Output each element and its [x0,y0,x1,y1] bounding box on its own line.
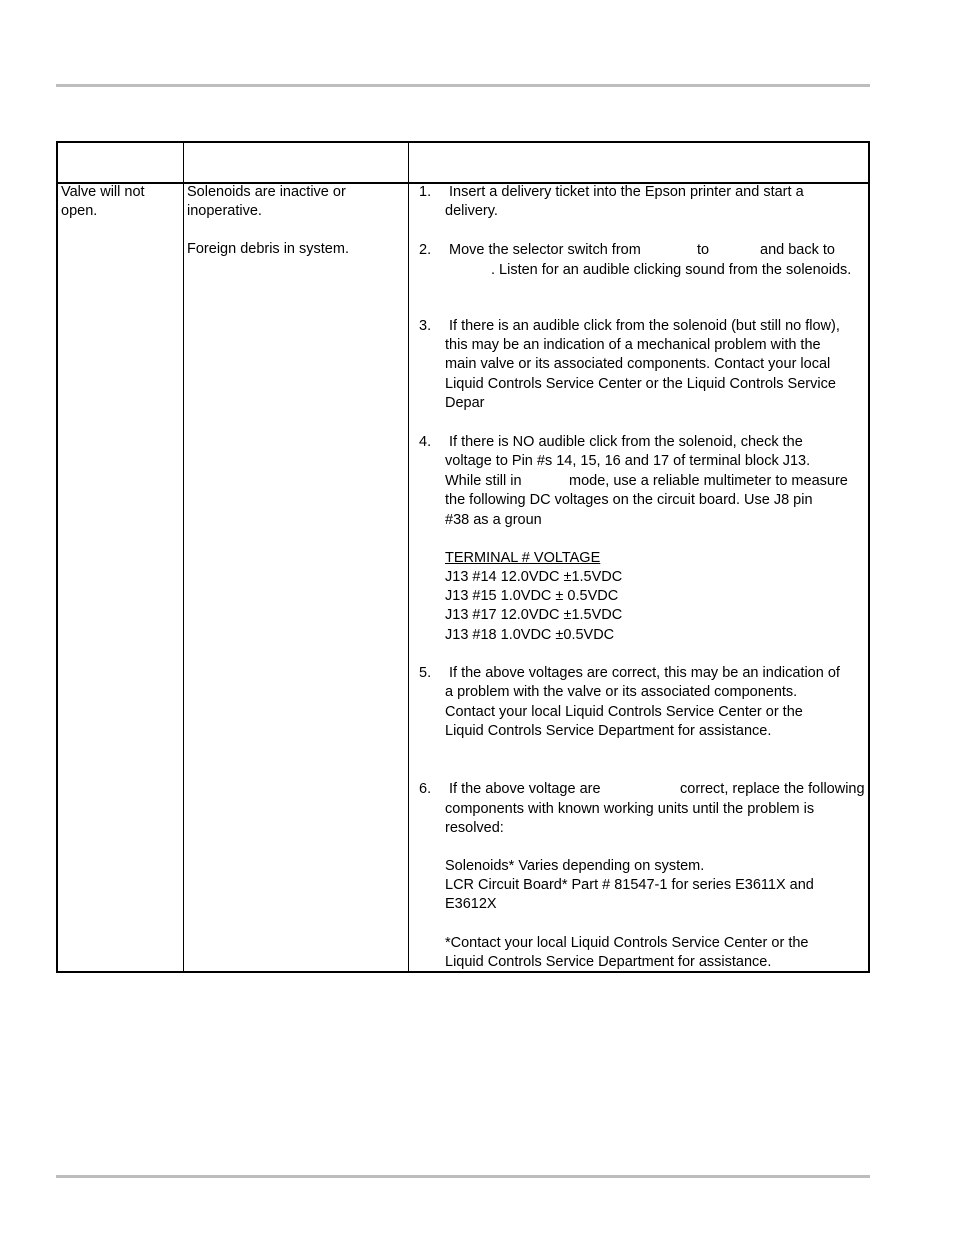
step-text: components with known working units until the problem is [445,801,815,817]
step-text: resolved: [445,820,504,836]
problem-text: Valve will not [61,184,145,200]
cause-text: inoperative. [187,203,262,219]
column-divider [183,143,184,971]
voltage-row: J13 #17 12.0VDC ±1.5VDC [445,607,623,623]
troubleshooting-table [56,141,870,973]
step-text: this may be an indication of a mechanical problem with the [445,337,821,353]
column-divider [408,143,409,971]
step-number: 4. [419,434,432,450]
problem-text: open. [61,203,98,219]
step-text: Depar [445,395,485,411]
voltage-table-header: TERMINAL # VOLTAGE [445,550,601,566]
voltage-row: J13 #14 12.0VDC ±1.5VDC [445,569,623,585]
step-number: 1. [419,184,432,200]
voltage-row: J13 #18 1.0VDC ±0.5VDC [445,627,615,643]
cause-text: Solenoids are inactive or [187,184,346,200]
step-text: If the above voltages are correct, this may be an indication of [449,665,840,681]
step-text: Liquid Controls Service Center or the Liquid Controls Service [445,376,836,392]
step-number: 6. [419,781,432,797]
header-rule [56,84,870,87]
step-text: Insert a delivery ticket into the Epson printer and start a [449,184,804,200]
parts-list-item: Solenoids* Varies depending on system. [445,858,705,874]
step-text: If the above voltage are [449,781,601,797]
step-text: voltage to Pin #s 14, 15, 16 and 17 of terminal block J13. [445,453,811,469]
step-text: While still in [445,473,522,489]
cause-text: Foreign debris in system. [187,241,349,257]
step-text: delivery. [445,203,498,219]
step-text: a problem with the valve or its associated components. [445,684,798,700]
parts-list-item: LCR Circuit Board* Part # 81547-1 for series E3611X and [445,877,814,893]
step-text: main valve or its associated components. Contact your local [445,356,831,372]
step-text: If there is an audible click from the solenoid (but still no flow), [449,318,840,334]
step-text: the following DC voltages on the circuit board. Use J8 pin [445,492,813,508]
step-number: 2. [419,242,432,258]
step-text: If there is NO audible click from the solenoid, check the [449,434,803,450]
step-text: Liquid Controls Service Department for assistance. [445,723,772,739]
step-text: to [697,242,710,258]
step-text: Move the selector switch from [449,242,641,258]
step-text: correct, replace the following [680,781,865,797]
step-text: . Listen for an audible clicking sound from the solenoids. [491,262,852,278]
footer-rule [56,1175,870,1178]
voltage-row: J13 #15 1.0VDC ± 0.5VDC [445,588,619,604]
step-text: mode, use a reliable multimeter to measure [569,473,848,489]
step-text: #38 as a groun [445,512,542,528]
step-text: and back to [760,242,835,258]
footnote-text: Liquid Controls Service Department for assistance. [445,954,772,970]
footnote-text: *Contact your local Liquid Controls Service Center or the [445,935,809,951]
parts-list-item: E3612X [445,896,497,912]
step-text: Contact your local Liquid Controls Service Center or the [445,704,803,720]
step-number: 3. [419,318,432,334]
step-number: 5. [419,665,432,681]
